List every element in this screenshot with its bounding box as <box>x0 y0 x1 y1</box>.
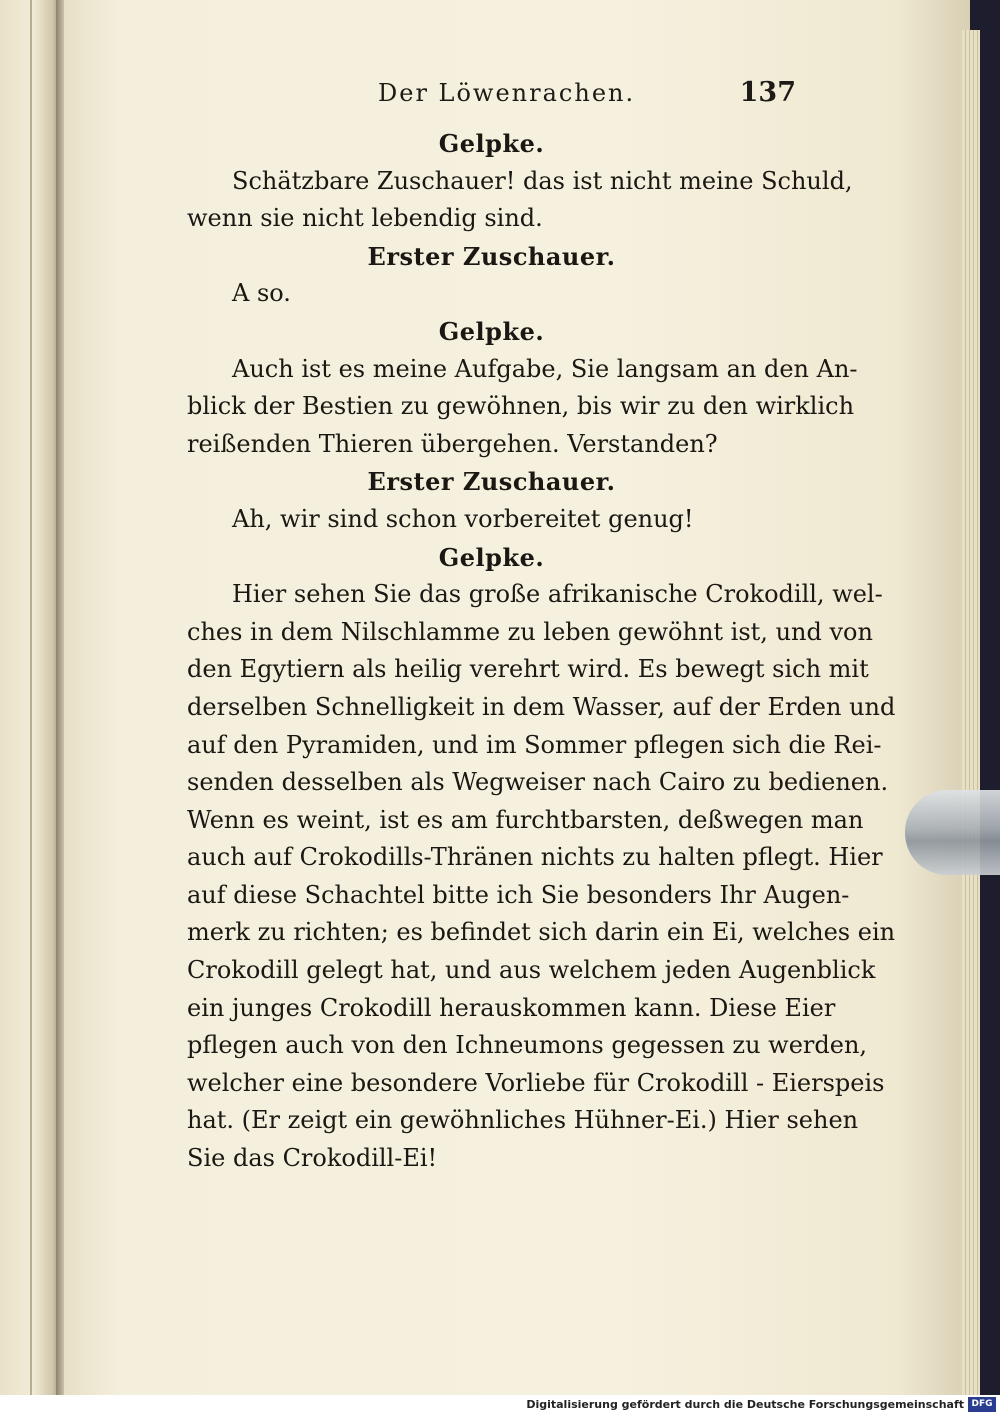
funding-credit: Digitalisierung gefördert durch die Deutsche Forschungsgemeinschaft <box>526 1398 964 1411</box>
text-line: hat. (Er zeigt ein gewöhnliches Hühner-Ei.) Hier sehen <box>187 1106 859 1135</box>
text-line: Crokodill gelegt hat, und aus welchem jeden Augenblick <box>187 956 876 985</box>
text-line: Hier sehen Sie das große afrikanische Crokodill, wel- <box>232 580 883 609</box>
text-line: senden desselben als Wegweiser nach Cairo zu bedienen. <box>187 768 889 797</box>
text-line: ches in dem Nilschlamme zu leben gewöhnt ist, und von <box>187 617 873 646</box>
page-clip-marker <box>905 790 1000 875</box>
speaker-name: Gelpke. <box>438 542 545 572</box>
text-line: auch auf Crokodills-Thränen nichts zu halten pflegt. Hier <box>187 843 883 872</box>
text-line: pflegen auch von den Ichneumons gegessen zu werden, <box>187 1031 868 1060</box>
facing-page-edge <box>30 0 32 1395</box>
text-line: Sie das Crokodill-Ei! <box>187 1144 438 1173</box>
footer-bar <box>0 1395 1000 1415</box>
text-line: wenn sie nicht lebendig sind. <box>187 204 543 233</box>
text-line: auf den Pyramiden, und im Sommer pflegen sich die Rei- <box>187 730 882 759</box>
running-title: Der Löwenrachen. <box>378 79 636 107</box>
text-line: auf diese Schachtel bitte ich Sie besonders Ihr Augen- <box>187 880 850 909</box>
text-line: Schätzbare Zuschauer! das ist nicht meine Schuld, <box>232 166 853 195</box>
text-line: A so. <box>232 279 291 308</box>
page-header <box>372 75 796 115</box>
speaker-name: Erster Zuschauer. <box>367 241 616 271</box>
speaker-name: Erster Zuschauer. <box>367 467 616 497</box>
text-line: derselben Schnelligkeit in dem Wasser, auf der Erden und <box>187 692 896 721</box>
dfg-logo: DFG <box>968 1397 996 1412</box>
text-line: welcher eine besondere Vorliebe für Crokodill - Eierspeis <box>187 1068 885 1097</box>
body-text <box>187 125 896 1178</box>
text-line: merk zu richten; es befindet sich darin ein Ei, welches ein <box>187 918 896 947</box>
page-number: 137 <box>739 77 796 108</box>
text-line: den Egytiern als heilig verehrt wird. Es bewegt sich mit <box>187 655 869 684</box>
text-line: Ah, wir sind schon vorbereitet genug! <box>232 504 694 533</box>
speaker-name: Gelpke. <box>438 316 545 346</box>
page-edges <box>962 30 980 1395</box>
text-line: Wenn es weint, ist es am furchtbarsten, deßwegen man <box>187 805 864 834</box>
text-line: Auch ist es meine Aufgabe, Sie langsam an den An- <box>232 354 858 383</box>
text-line: blick der Bestien zu gewöhnen, bis wir zu den wirklich <box>187 392 855 421</box>
text-line: reißenden Thieren übergehen. Verstanden? <box>187 429 718 458</box>
speaker-name: Gelpke. <box>438 129 545 158</box>
text-line: ein junges Crokodill herauskommen kann. Diese Eier <box>187 993 836 1022</box>
